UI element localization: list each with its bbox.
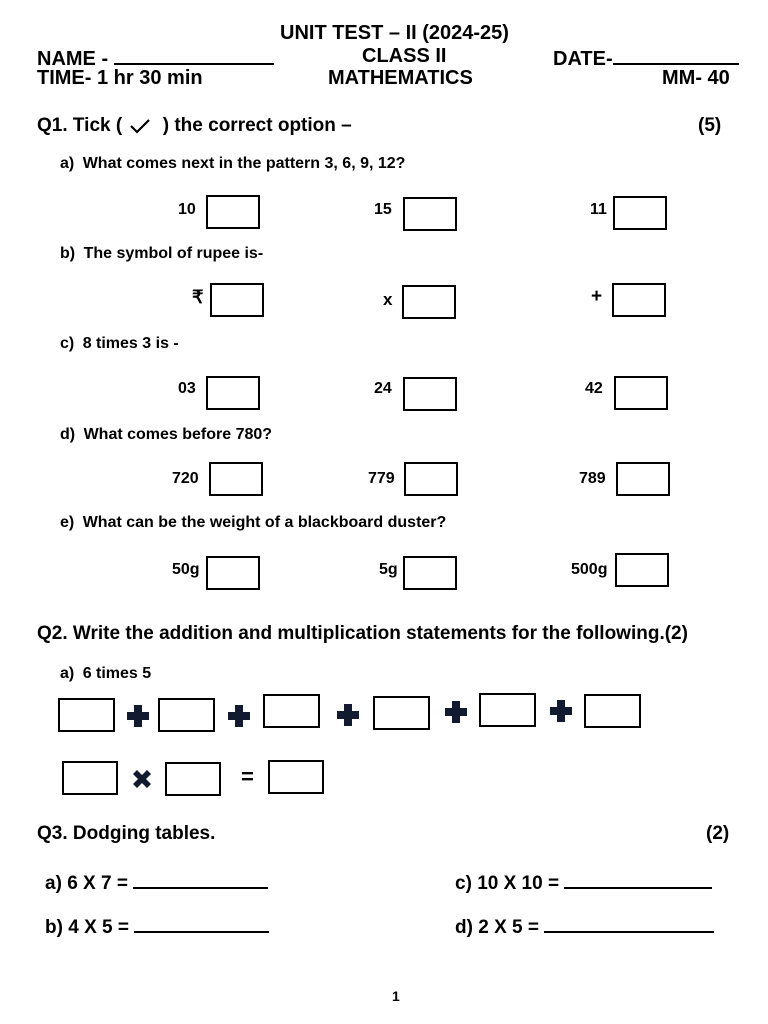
item-text: What can be the weight of a blackboard duster? <box>82 514 447 531</box>
answer-blank[interactable] <box>544 913 714 933</box>
answer-box[interactable] <box>206 556 260 590</box>
page-number: 1 <box>392 988 400 1004</box>
answer-box[interactable] <box>210 283 264 317</box>
answer-box[interactable] <box>613 196 667 230</box>
answer-box[interactable] <box>612 283 666 317</box>
factor-box[interactable] <box>62 761 118 795</box>
checkmark-icon <box>129 118 151 134</box>
addend-box[interactable] <box>158 698 215 732</box>
subject-label: MATHEMATICS <box>328 67 473 89</box>
item-text: 6 X 7 = <box>67 873 128 894</box>
option-label: 789 <box>579 470 606 487</box>
answer-box[interactable] <box>209 462 263 496</box>
option-label: 24 <box>374 380 392 397</box>
item-text: 2 X 5 = <box>478 917 539 938</box>
class-label: CLASS II <box>362 45 447 67</box>
q1-item-d <box>60 426 272 444</box>
q1-title-post: ) the correct option – <box>162 115 352 136</box>
option-label: ₹ <box>192 287 204 307</box>
option-label: 50g <box>172 561 200 578</box>
test-title: UNIT TEST – II (2024-25) <box>280 22 509 44</box>
q1-item-c <box>60 335 179 353</box>
plus-icon <box>549 699 573 723</box>
item-label: c) <box>455 873 472 894</box>
plus-icon <box>126 704 150 728</box>
answer-box[interactable] <box>402 285 456 319</box>
addend-box[interactable] <box>58 698 115 732</box>
answer-box[interactable] <box>615 553 669 587</box>
option-label: 15 <box>374 201 392 218</box>
answer-blank[interactable] <box>133 869 268 889</box>
option-label: 10 <box>178 201 196 218</box>
answer-box[interactable] <box>616 462 670 496</box>
max-marks-label: MM- 40 <box>662 67 730 89</box>
item-label: e) <box>60 514 75 531</box>
option-label: 779 <box>368 470 395 487</box>
q3-title: Q3. Dodging tables. <box>37 823 216 844</box>
q1-item-a <box>60 155 405 173</box>
option-label: 11 <box>590 201 607 218</box>
answer-box[interactable] <box>614 376 668 410</box>
item-text: 10 X 10 = <box>477 873 560 894</box>
option-label: 03 <box>178 380 196 397</box>
q1-item-e <box>60 514 446 532</box>
name-label: NAME - <box>37 48 109 70</box>
answer-box[interactable] <box>403 377 457 411</box>
item-text: 6 times 5 <box>82 665 152 682</box>
q1-title <box>37 115 352 137</box>
item-text: The symbol of rupee is- <box>83 245 264 262</box>
q3-item-a <box>45 869 268 895</box>
item-label: a) <box>45 873 62 894</box>
q2-title: Q2. Write the addition and multiplication statements for the following.(2) <box>37 623 688 644</box>
item-text: 4 X 5 = <box>68 917 129 938</box>
option-label: 5g <box>379 561 398 578</box>
q1-title-pre: Q1. Tick ( <box>37 115 123 136</box>
option-label: 42 <box>585 380 603 397</box>
item-text: What comes before 780? <box>83 426 273 443</box>
addend-box[interactable] <box>584 694 641 728</box>
answer-box[interactable] <box>206 195 260 229</box>
item-label: c) <box>60 335 75 352</box>
option-label: 720 <box>172 470 199 487</box>
addend-box[interactable] <box>479 693 536 727</box>
addend-box[interactable] <box>263 694 320 728</box>
q3-item-d <box>455 913 714 939</box>
product-box[interactable] <box>268 760 324 794</box>
q1-marks: (5) <box>698 115 722 136</box>
item-label: a) <box>60 155 75 172</box>
addend-box[interactable] <box>373 696 430 730</box>
q3-marks: (2) <box>706 823 730 844</box>
time-label: TIME- 1 hr 30 min <box>37 67 203 89</box>
factor-box[interactable] <box>165 762 221 796</box>
date-label: DATE- <box>553 48 613 70</box>
answer-blank[interactable] <box>564 869 712 889</box>
answer-box[interactable] <box>206 376 260 410</box>
item-label: a) <box>60 665 75 682</box>
plus-icon <box>227 704 251 728</box>
multiply-icon <box>130 767 154 791</box>
option-label: x <box>383 290 393 309</box>
item-label: b) <box>45 917 63 938</box>
plus-icon <box>444 700 468 724</box>
item-label: d) <box>455 917 473 938</box>
date-blank[interactable] <box>613 45 739 65</box>
item-text: 8 times 3 is - <box>82 335 179 352</box>
q3-item-b <box>45 913 269 939</box>
answer-box[interactable] <box>403 197 457 231</box>
q2-item-a <box>60 665 151 683</box>
item-text: What comes next in the pattern 3, 6, 9, 12? <box>82 155 406 172</box>
name-blank[interactable] <box>114 45 274 65</box>
option-label: 500g <box>571 561 608 578</box>
q1-item-b <box>60 245 263 263</box>
answer-box[interactable] <box>403 556 457 590</box>
item-label: d) <box>60 426 76 443</box>
option-label: + <box>591 286 603 307</box>
answer-box[interactable] <box>404 462 458 496</box>
q3-item-c <box>455 869 712 895</box>
plus-icon <box>336 703 360 727</box>
equals-sign: = <box>241 764 254 789</box>
answer-blank[interactable] <box>134 913 269 933</box>
item-label: b) <box>60 245 76 262</box>
